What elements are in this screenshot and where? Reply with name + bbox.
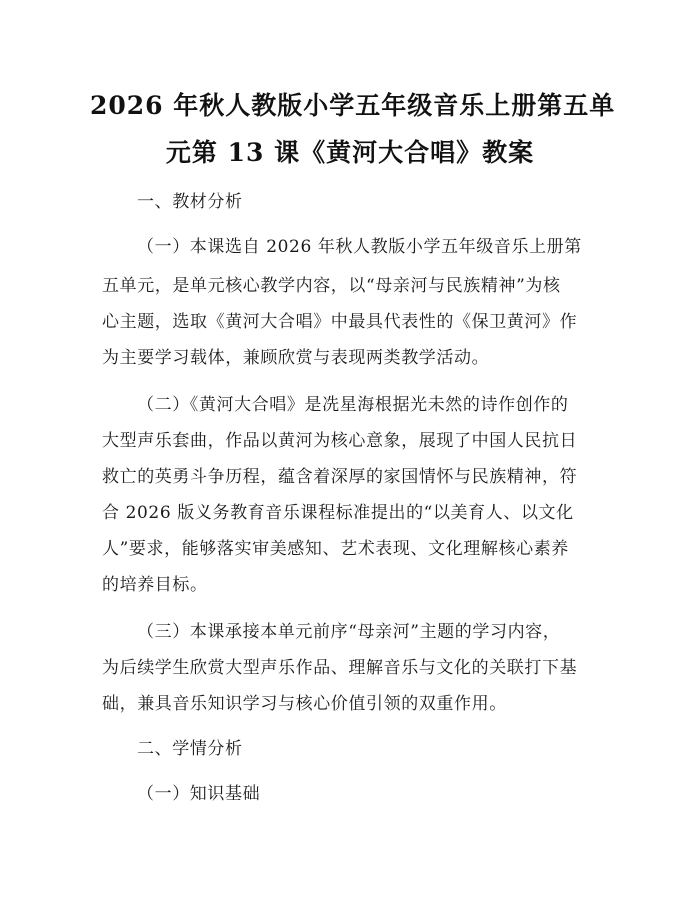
paragraph-1-line-1: （一）本课选自 2026 年秋人教版小学五年级音乐上册第 [137,237,582,257]
document-title-line-1: 2026 年秋人教版小学五年级音乐上册第五单 [90,91,616,120]
subsection-heading-knowledge-basis: （一）知识基础 [137,784,261,804]
section-heading-student-analysis: 二、学情分析 [137,739,243,759]
paragraph-2-line-3: 救亡的英勇斗争历程，蕴含着深厚的家国情怀与民族精神，符 [102,467,578,487]
paragraph-3-line-3: 础，兼具音乐知识学习与核心价值引领的双重作用。 [102,694,507,714]
paragraph-2-line-4: 合 2026 版义务教育音乐课程标准提出的“以美育人、以文化 [102,503,574,523]
paragraph-2-line-5: 人”要求，能够落实审美感知、艺术表现、文化理解核心素养 [102,539,569,559]
paragraph-2-line-1: （二）《黄河大合唱》是冼星海根据光未然的诗作创作的 [137,395,569,415]
paragraph-3-line-2: 为后续学生欣赏大型声乐作品、理解音乐与文化的关联打下基 [102,658,578,678]
paragraph-2-line-2: 大型声乐套曲，作品以黄河为核心意象，展现了中国人民抗日 [102,431,578,451]
paragraph-2-line-6: 的培养目标。 [102,575,208,595]
document-title-line-2: 元第 13 课《黄河大合唱》教案 [165,138,535,167]
paragraph-1-line-3: 心主题，选取《黄河大合唱》中最具代表性的《保卫黄河》作 [102,312,578,332]
paragraph-3-line-1: （三）本课承接本单元前序“母亲河”主题的学习内容， [137,622,561,642]
paragraph-1-line-4: 为主要学习载体，兼顾欣赏与表现两类教学活动。 [102,348,490,368]
paragraph-1-line-2: 五单元，是单元核心教学内容，以“母亲河与民族精神”为核 [102,276,561,296]
section-heading-textbook-analysis: 一、教材分析 [137,192,243,212]
